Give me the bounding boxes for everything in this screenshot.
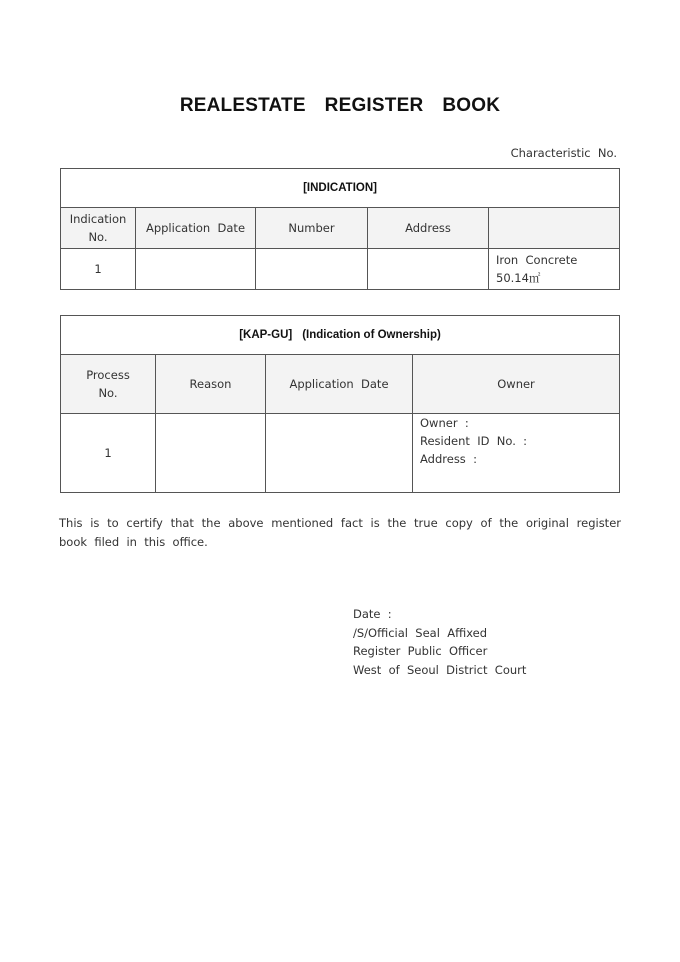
ownership-indication-label: (Indication of Ownership) <box>302 329 441 341</box>
certification-text: This is to certify that the above mentioned fact is the true copy of the original register book filed in this office. <box>59 516 629 549</box>
blank-header <box>489 208 620 249</box>
structure-area-cell <box>489 249 620 290</box>
structure-text: Iron Concrete <box>496 253 578 267</box>
number-cell <box>256 249 368 290</box>
indication-no-header: Indication No. <box>61 208 136 249</box>
number-header: Number <box>256 208 368 249</box>
process-no-header: Process No. <box>61 355 156 414</box>
indication-no-cell: 1 <box>61 249 136 290</box>
ownership-table <box>60 315 620 493</box>
ownership-application-date-cell <box>266 414 413 493</box>
owner-address-label: Address : <box>420 452 477 466</box>
resident-id-label: Resident ID No. : <box>420 434 528 448</box>
signature-block <box>353 605 526 679</box>
owner-label: Owner : <box>420 416 469 430</box>
address-header: Address <box>368 208 489 249</box>
kap-gu-label: [KAP-GU] <box>239 329 293 341</box>
indication-table <box>60 168 620 290</box>
reason-cell <box>156 414 266 493</box>
document-title: REALESTATE REGISTER BOOK <box>179 95 501 116</box>
process-no-cell: 1 <box>61 414 156 493</box>
owner-details-cell <box>413 414 620 493</box>
official-seal-line: /S/Official Seal Affixed <box>353 625 488 640</box>
area-value: 50.14㎡ <box>496 271 541 285</box>
reason-header: Reason <box>156 355 266 414</box>
date-label: Date : <box>353 607 392 621</box>
register-officer-line: Register Public Officer <box>353 644 488 658</box>
indication-caption: [INDICATION] <box>61 169 620 208</box>
characteristic-no-label: Characteristic No. <box>510 146 617 160</box>
owner-header: Owner <box>413 355 620 414</box>
ownership-application-date-header: Application Date <box>266 355 413 414</box>
application-date-cell <box>136 249 256 290</box>
ownership-caption <box>61 316 620 355</box>
application-date-header: Application Date <box>136 208 256 249</box>
court-line: West of Seoul District Court <box>353 662 527 677</box>
address-cell <box>368 249 489 290</box>
